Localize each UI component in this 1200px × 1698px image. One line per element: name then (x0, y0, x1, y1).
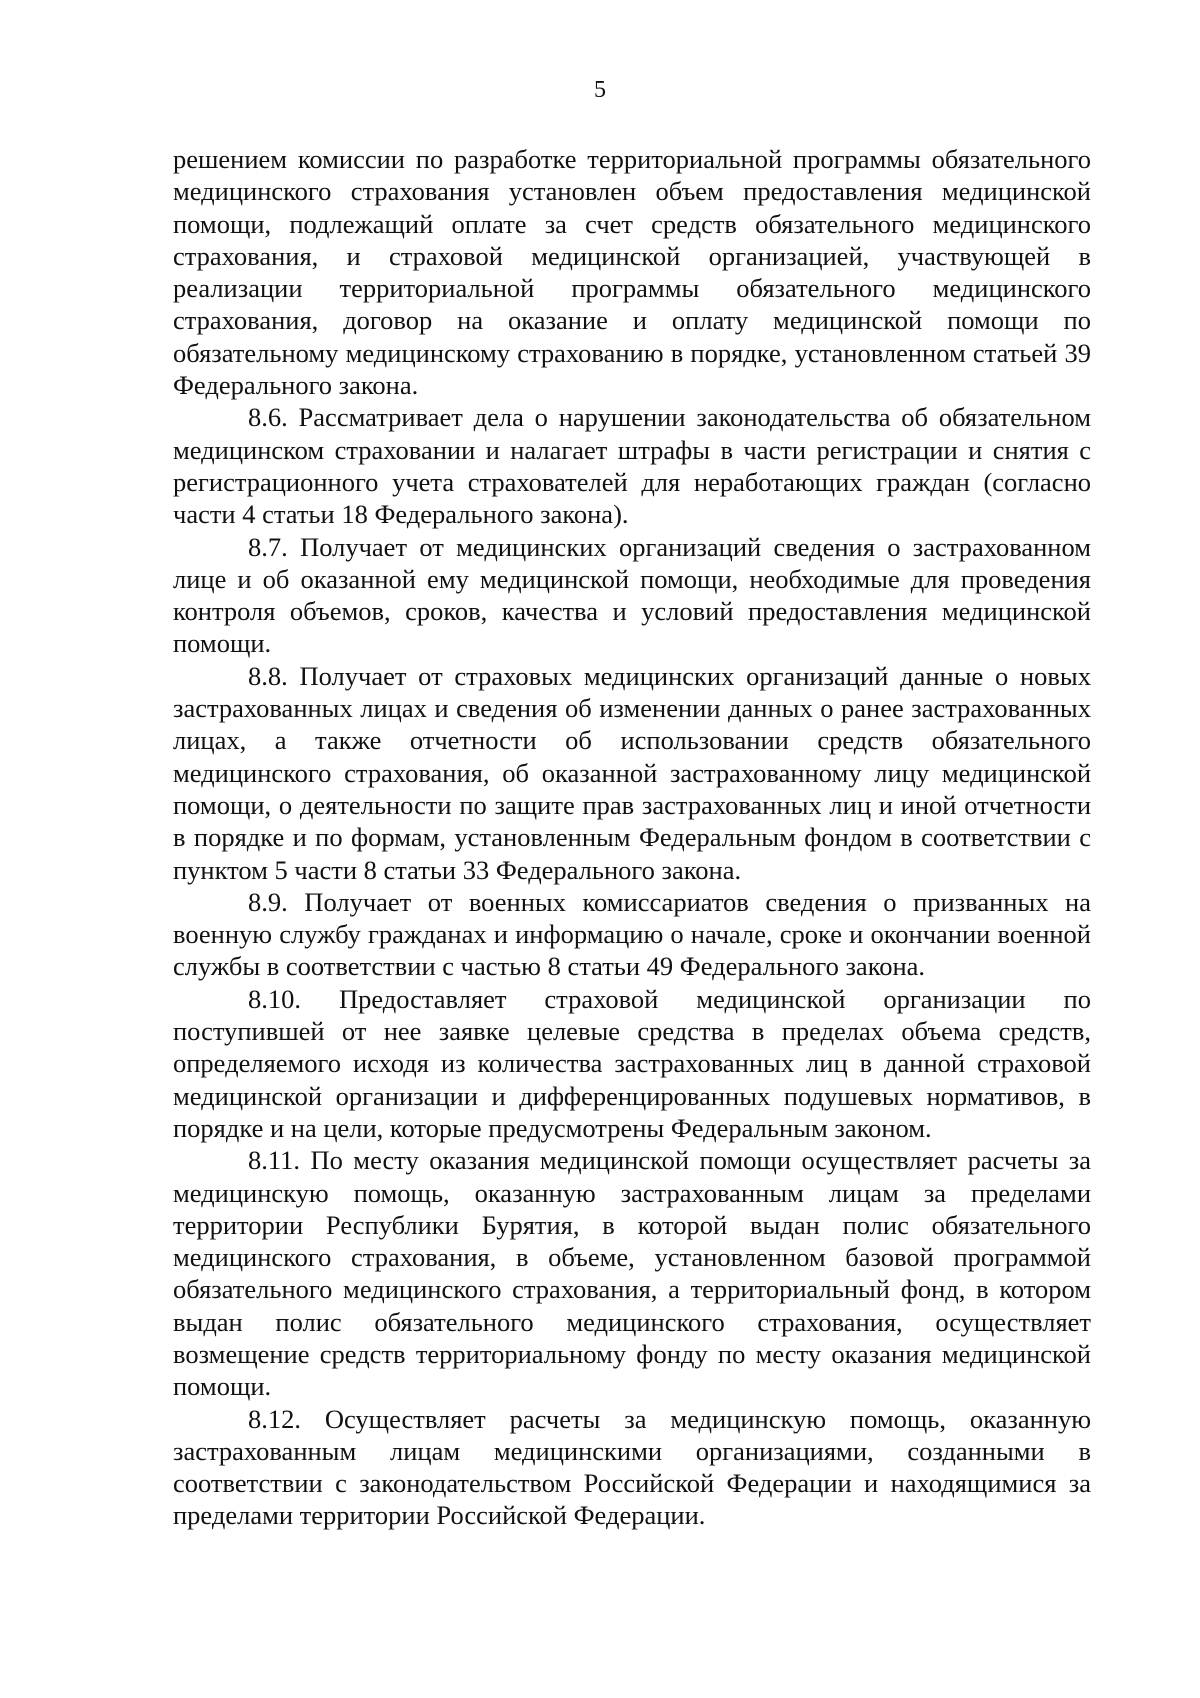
paragraph-8-10: 8.10. Предоставляет страховой медицинской организации по поступившей от нее заявке целевые средства в пределах объема средств, определяемого исходя из количества застрахованных лиц в данной страховой медицинской организации и дифференцированных подушевых нормативов, в порядке и на цели, которые предусмотрены Федеральным законом. (173, 983, 1091, 1143)
paragraph-8-6: 8.6. Рассматривает дела о нарушении законодательства об обязательном медицинском страховании и налагает штрафы в части регистрации и снятия с регистрационного учета страхователей для неработающих граждан (согласно части 4 статьи 18 Федерального закона). (173, 402, 1091, 530)
paragraph-continuation: решением комиссии по разработке территориальной программы обязательного медицинского страхования установлен объем предоставления медицинской помощи, подлежащий оплате за счет средств обязательного медицинского страхования, и страховой медицинской организацией, участвующей в реализации территориальной программы обязательного медицинского страхования, договор на оказание и оплату медицинской помощи по обязательному медицинскому страхованию в порядке, установленном статьей 39 Федерального закона. (173, 144, 1091, 401)
paragraph-8-9: 8.9. Получает от военных комиссариатов сведения о призванных на военную службу гражданах и информацию о начале, сроке и окончании военной службы в соответствии с частью 8 статьи 49 Федерального закона. (173, 886, 1091, 982)
paragraph-8-12: 8.12. Осуществляет расчеты за медицинскую помощь, оказанную застрахованным лицам медицинскими организациями, созданными в соответствии с законодательством Российской Федерации и находящимися за пределами территории Российской Федерации. (173, 1403, 1091, 1531)
paragraph-8-8: 8.8. Получает от страховых медицинских организаций данные о новых застрахованных лицах и сведения об изменении данных о ранее застрахованных лицах, а также отчетности об использовании средств обязательного медицинского страхования, об оказанной застрахованному лицу медицинской помощи, о деятельности по защите прав застрахованных лиц и иной отчетности в порядке и по формам, установленным Федеральным фондом в соответствии с пунктом 5 части 8 статьи 33 Федерального закона. (173, 660, 1091, 885)
paragraph-8-7: 8.7. Получает от медицинских организаций сведения о застрахованном лице и об оказанной ему медицинской помощи, необходимые для проведения контроля объемов, сроков, качества и условий предоставления медицинской помощи. (173, 531, 1091, 659)
page-number: 5 (594, 77, 606, 103)
document-body (173, 143, 1091, 1532)
paragraph-8-11: 8.11. По месту оказания медицинской помощи осуществляет расчеты за медицинскую помощь, оказанную застрахованным лицам за пределами территории Республики Бурятия, в которой выдан полис обязательного медицинского страхования, в объеме, установленном базовой программой обязательного медицинского страхования, а территориальный фонд, в котором выдан полис обязательного медицинского страхования, осуществляет возмещение средств территориальному фонду по месту оказания медицинской помощи. (173, 1145, 1091, 1402)
